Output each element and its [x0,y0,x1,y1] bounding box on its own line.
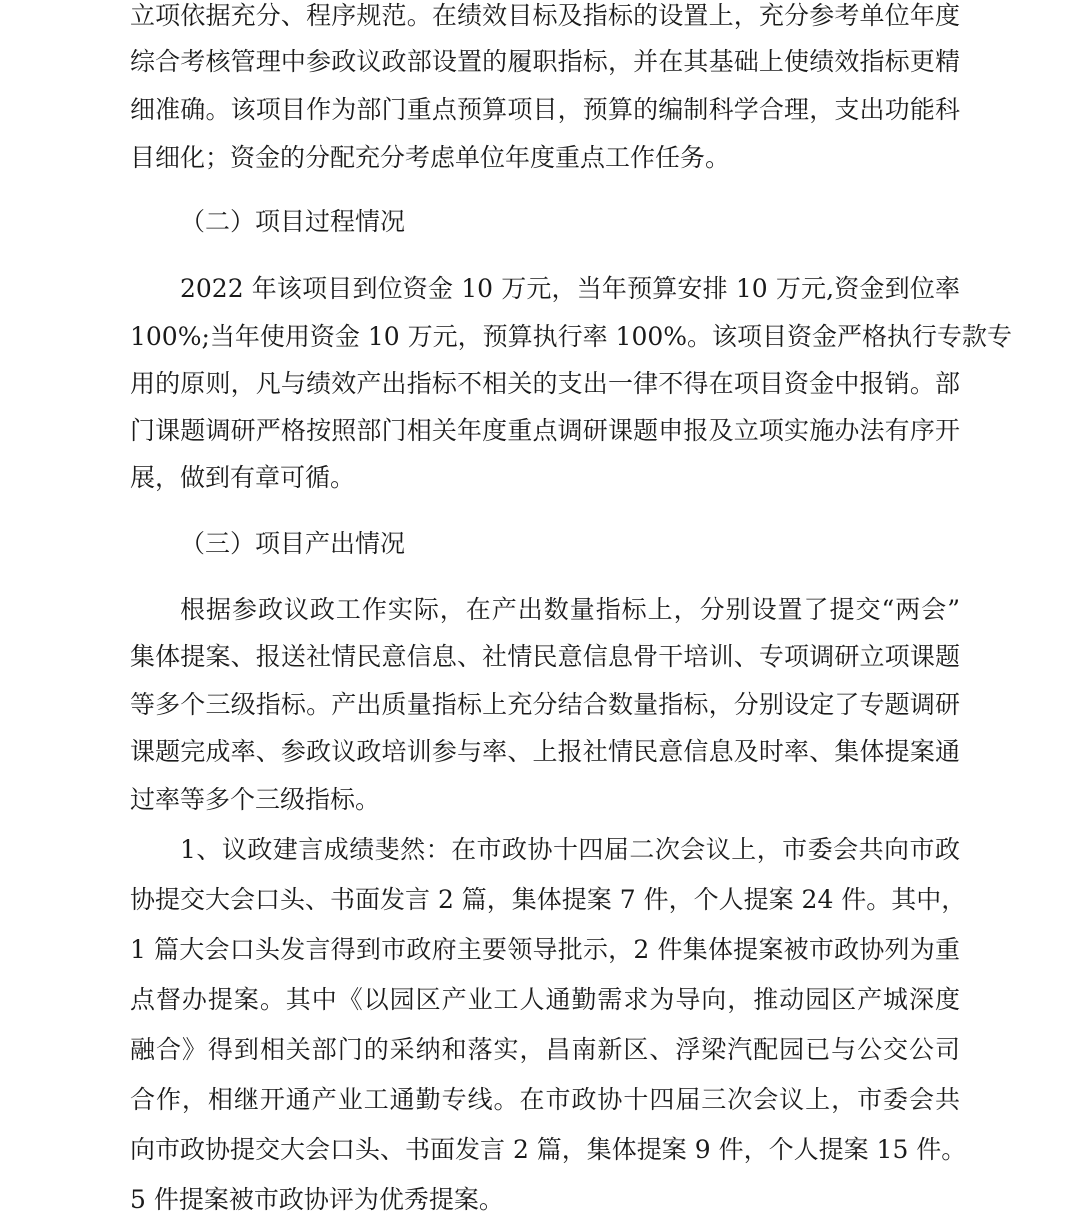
paragraph-line: 等多个三级指标。产出质量指标上充分结合数量指标，分别设定了专题调研 [130,690,960,719]
paragraph-line: 1、议政建言成绩斐然：在市政协十四届二次会议上，市委会共向市政 [180,835,960,864]
paragraph-line: 根据参政议政工作实际，在产出数量指标上，分别设置了提交“两会” [180,595,960,624]
paragraph-line: 融合》得到相关部门的采纳和落实，昌南新区、浮梁汽配园已与公交公司 [130,1035,960,1064]
paragraph-line: 课题完成率、参政议政培训参与率、上报社情民意信息及时率、集体提案通 [130,737,960,766]
paragraph-line: 综合考核管理中参政议政部设置的履职指标，并在其基础上使绩效指标更精 [130,47,960,76]
paragraph-line: 目细化；资金的分配充分考虑单位年度重点工作任务。 [130,143,731,172]
paragraph-line: 用的原则，凡与绩效产出指标不相关的支出一律不得在项目资金中报销。部 [130,369,960,398]
paragraph-line: 集体提案、报送社情民意信息、社情民意信息骨干培训、专项调研立项课题 [130,642,960,671]
paragraph-line: 5 件提案被市政协评为优秀提案。 [130,1185,504,1214]
paragraph-line: 展，做到有章可循。 [130,463,356,492]
paragraph-line: 1 篇大会口头发言得到市政府主要领导批示，2 件集体提案被市政协列为重 [130,935,960,964]
section-heading-output: （三）项目产出情况 [180,529,406,558]
paragraph-line: 立项依据充分、程序规范。在绩效目标及指标的设置上，充分参考单位年度 [130,1,960,30]
paragraph-line: 2022 年该项目到位资金 10 万元，当年预算安排 10 万元,资金到位率 [180,274,960,303]
paragraph-line: 门课题调研严格按照部门相关年度重点调研课题申报及立项实施办法有序开 [130,416,960,445]
paragraph-line: 点督办提案。其中《以园区产业工人通勤需求为导向，推动园区产城深度 [130,985,960,1014]
paragraph-line: 细准确。该项目作为部门重点预算项目，预算的编制科学合理，支出功能科 [130,95,960,124]
section-heading-process: （二）项目过程情况 [180,207,406,236]
paragraph-line: 向市政协提交大会口头、书面发言 2 篇，集体提案 9 件，个人提案 15 件。 [130,1135,967,1164]
paragraph-line: 100%;当年使用资金 10 万元，预算执行率 100%。该项目资金严格执行专款专 [130,322,1013,351]
paragraph-line: 协提交大会口头、书面发言 2 篇，集体提案 7 件，个人提案 24 件。其中， [130,885,967,914]
paragraph-line: 合作，相继开通产业工通勤专线。在市政协十四届三次会议上，市委会共 [130,1085,960,1114]
paragraph-line: 过率等多个三级指标。 [130,785,381,814]
